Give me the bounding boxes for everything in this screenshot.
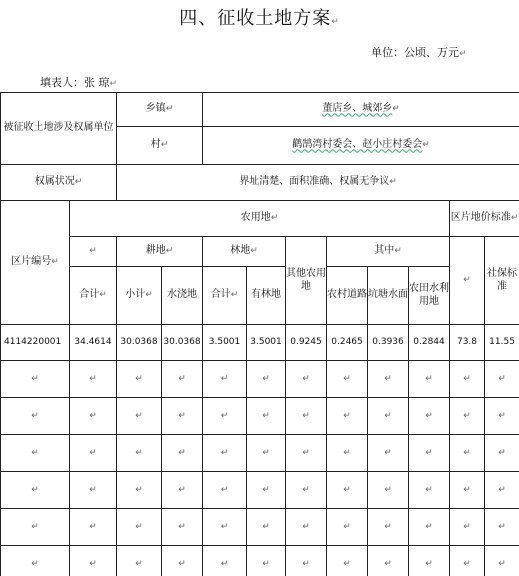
price-value: 73.8 xyxy=(456,336,478,347)
empty-cell xyxy=(247,398,286,435)
social-label: 社保标准 xyxy=(487,268,518,292)
empty-cell xyxy=(203,509,247,546)
paragraph-mark: ↵ xyxy=(498,410,506,421)
filler-name: 张 琼 xyxy=(84,76,110,89)
paragraph-mark: ↵ xyxy=(135,558,143,569)
paragraph-mark: ↵ xyxy=(425,447,433,458)
document-title xyxy=(0,4,519,30)
table-row xyxy=(1,237,519,267)
empty-cell xyxy=(1,509,70,546)
paragraph-mark: ↵ xyxy=(343,373,351,384)
rural-road-value: 0.2465 xyxy=(331,336,363,347)
filler-line xyxy=(40,74,117,90)
empty-cell xyxy=(1,435,70,472)
paragraph-mark: ↵ xyxy=(498,484,506,495)
paragraph-mark: ↵ xyxy=(178,410,186,421)
empty-rows xyxy=(1,361,519,576)
total-cell xyxy=(70,325,117,361)
total-label: 合计 xyxy=(79,289,100,301)
paragraph-mark: ↵ xyxy=(463,558,471,569)
empty-cell xyxy=(327,398,368,435)
empty-cell xyxy=(327,546,368,576)
empty-cell xyxy=(162,361,203,398)
rural-road-header xyxy=(327,267,368,325)
empty-cell xyxy=(409,398,450,435)
paragraph-mark: ↵ xyxy=(262,521,270,532)
empty-cell xyxy=(368,398,409,435)
forest-total-header xyxy=(203,267,247,325)
forest-header xyxy=(203,237,286,267)
paragraph-mark: ↵ xyxy=(135,521,143,532)
paragraph-mark: ↵ xyxy=(89,558,97,569)
social-cell xyxy=(485,325,519,361)
empty-cell xyxy=(409,509,450,546)
empty-cell xyxy=(409,435,450,472)
paragraph-mark: ↵ xyxy=(384,521,392,532)
paragraph-mark: ↵ xyxy=(463,484,471,495)
village-label-cell xyxy=(117,127,203,165)
paragraph-mark: ↵ xyxy=(302,410,310,421)
empty-cell xyxy=(247,509,286,546)
paragraph-mark: ↵ xyxy=(343,521,351,532)
status-label: 权属状况 xyxy=(34,176,75,188)
irrigated-value: 30.0368 xyxy=(163,336,201,347)
paragraph-mark: ↵ xyxy=(250,246,258,257)
total-header xyxy=(70,267,117,325)
town-value-cell xyxy=(203,93,519,127)
irrigated-cell xyxy=(162,325,203,361)
paragraph-mark: ↵ xyxy=(178,373,186,384)
empty-cell xyxy=(203,361,247,398)
empty-cell xyxy=(247,435,286,472)
title-text: 四、征收土地方案 xyxy=(179,8,332,29)
empty-cell xyxy=(286,398,327,435)
unit-label xyxy=(371,44,467,60)
total-value: 34.4614 xyxy=(74,336,112,347)
empty-cell xyxy=(286,472,327,509)
subtotal-cell xyxy=(117,325,162,361)
empty-cell xyxy=(70,546,117,576)
irrigation-label: 农田水利用地 xyxy=(409,283,450,307)
paragraph-mark: ↵ xyxy=(220,558,229,569)
paragraph-mark: ↵ xyxy=(343,447,351,458)
paragraph-mark: ↵ xyxy=(135,447,143,458)
paragraph-mark: ↵ xyxy=(389,177,397,188)
paragraph-mark: ↵ xyxy=(302,484,310,495)
paragraph-mark: ↵ xyxy=(89,447,97,458)
paragraph-mark: ↵ xyxy=(384,558,392,569)
other-farm-label: 其他农用地 xyxy=(286,268,327,292)
empty-cell xyxy=(327,435,368,472)
paragraph-mark: ↵ xyxy=(331,17,340,27)
unit-text: 单位：公顷、万元 xyxy=(371,46,459,59)
empty-cell xyxy=(247,546,286,576)
empty-cell xyxy=(70,472,117,509)
paragraph-mark: ↵ xyxy=(302,521,310,532)
paragraph-mark: ↵ xyxy=(165,104,174,115)
table-row xyxy=(1,325,519,361)
empty-cell xyxy=(117,509,162,546)
paragraph-mark: ↵ xyxy=(384,410,392,421)
rural-road-cell xyxy=(327,325,368,361)
timber-value: 3.5001 xyxy=(250,336,282,347)
other-farm-value: 0.9245 xyxy=(290,336,322,347)
price-std-label: 区片地价标准 xyxy=(450,212,511,224)
paragraph-mark: ↵ xyxy=(463,410,471,421)
empty-cell xyxy=(70,398,117,435)
empty-cell xyxy=(485,398,519,435)
empty-cell xyxy=(247,361,286,398)
land-plan-table xyxy=(0,92,519,576)
paragraph-mark: ↵ xyxy=(459,49,467,59)
table-row xyxy=(1,546,519,576)
town-label-cell xyxy=(117,93,203,127)
empty-cell xyxy=(162,472,203,509)
paragraph-mark: ↵ xyxy=(31,521,39,532)
empty-cell xyxy=(70,435,117,472)
empty-cell xyxy=(162,398,203,435)
social-value: 11.55 xyxy=(489,336,515,347)
paragraph-mark: ↵ xyxy=(89,410,97,421)
empty-cell xyxy=(70,361,117,398)
irrigation-header xyxy=(409,267,450,325)
table-row xyxy=(1,93,519,127)
empty-cell xyxy=(450,509,485,546)
paragraph-mark: ↵ xyxy=(463,521,471,532)
empty-cell xyxy=(286,546,327,576)
timber-header xyxy=(247,267,286,325)
town-value: 董店乡、城郊乡 xyxy=(322,103,393,115)
pond-header xyxy=(368,267,409,325)
empty-cell xyxy=(117,472,162,509)
empty-cell xyxy=(286,509,327,546)
status-value: 界址清楚、面积准确、权属无争议 xyxy=(239,176,390,188)
empty-cell xyxy=(117,398,162,435)
paragraph-mark: ↵ xyxy=(463,275,471,286)
table-row xyxy=(1,361,519,398)
cultivated-header xyxy=(117,237,203,267)
paragraph-mark: ↵ xyxy=(74,177,83,188)
paragraph-mark: ↵ xyxy=(262,410,270,421)
forest-total-cell xyxy=(203,325,247,361)
empty-cell xyxy=(409,361,450,398)
among-header xyxy=(327,237,450,267)
paragraph-mark: ↵ xyxy=(262,558,270,569)
empty-cell xyxy=(409,472,450,509)
empty-cell xyxy=(117,361,162,398)
rural-road-label: 农村道路 xyxy=(327,289,368,301)
paragraph-mark: ↵ xyxy=(498,521,506,532)
irrigation-value: 0.2844 xyxy=(413,336,445,347)
plot-no-header xyxy=(1,201,70,325)
table-row xyxy=(1,398,519,435)
paragraph-mark: ↵ xyxy=(463,373,471,384)
table-row xyxy=(1,165,519,201)
table-row xyxy=(1,472,519,509)
farmland-label: 农用地 xyxy=(240,212,271,224)
paragraph-mark: ↵ xyxy=(89,484,97,495)
paragraph-mark: ↵ xyxy=(262,373,270,384)
paragraph-mark: ↵ xyxy=(262,484,270,495)
farmland-header xyxy=(70,201,450,237)
paragraph-mark: ↵ xyxy=(178,484,186,495)
irrigated-label: 水浇地 xyxy=(167,289,197,301)
status-value-cell xyxy=(117,165,519,201)
empty-cell xyxy=(162,435,203,472)
filler-label: 填表人： xyxy=(40,76,84,89)
empty-cell xyxy=(117,435,162,472)
paragraph-mark: ↵ xyxy=(343,410,351,421)
paragraph-mark: ↵ xyxy=(31,484,39,495)
paragraph-mark: ↵ xyxy=(425,484,433,495)
paragraph-mark: ↵ xyxy=(498,558,506,569)
cultivated-label: 耕地 xyxy=(145,245,166,257)
empty-cell xyxy=(327,509,368,546)
empty-cell xyxy=(203,435,247,472)
empty-cell xyxy=(450,435,485,472)
timber-label: 有林地 xyxy=(251,289,282,301)
paragraph-mark: ↵ xyxy=(109,79,118,89)
paragraph-mark: ↵ xyxy=(31,410,39,421)
paragraph-mark: ↵ xyxy=(262,447,270,458)
empty-cell xyxy=(327,472,368,509)
pond-value: 0.3936 xyxy=(372,336,404,347)
paragraph-mark: ↵ xyxy=(160,140,169,151)
paragraph-mark: ↵ xyxy=(31,373,39,384)
paragraph-mark: ↵ xyxy=(422,140,430,151)
empty-cell xyxy=(485,472,519,509)
empty-cell xyxy=(1,546,70,576)
village-value: 鹳鹄湾村委会、赵小庄村委会 xyxy=(292,139,423,151)
subtotal-header xyxy=(117,267,162,325)
paragraph-mark: ↵ xyxy=(384,373,392,384)
paragraph-mark: ↵ xyxy=(220,484,229,495)
pond-cell xyxy=(368,325,409,361)
paragraph-mark: ↵ xyxy=(220,447,229,458)
paragraph-mark: ↵ xyxy=(220,521,229,532)
plot-no-cell xyxy=(1,325,70,361)
empty-cell xyxy=(368,361,409,398)
paragraph-mark: ↵ xyxy=(302,373,310,384)
empty-cell xyxy=(70,509,117,546)
timber-cell xyxy=(247,325,286,361)
empty-cell xyxy=(485,361,519,398)
empty-cell xyxy=(327,361,368,398)
paragraph-mark: ↵ xyxy=(302,447,310,458)
empty-cell xyxy=(162,509,203,546)
paragraph-mark: ↵ xyxy=(135,373,143,384)
town-label: 乡镇 xyxy=(145,103,166,115)
paragraph-mark: ↵ xyxy=(498,447,506,458)
paragraph-mark: ↵ xyxy=(99,290,107,301)
empty-cell xyxy=(368,546,409,576)
paragraph-mark: ↵ xyxy=(302,558,310,569)
empty-cell xyxy=(286,361,327,398)
price-cell-header xyxy=(450,237,485,325)
price-std-header xyxy=(450,201,519,237)
empty-cell xyxy=(203,472,247,509)
paragraph-mark: ↵ xyxy=(425,373,433,384)
paragraph-mark: ↵ xyxy=(463,447,471,458)
paragraph-mark: ↵ xyxy=(31,558,39,569)
owner-label: 被征收土地涉及权属单位 xyxy=(3,122,114,134)
social-header xyxy=(485,237,519,325)
paragraph-mark: ↵ xyxy=(392,104,400,115)
empty-cell xyxy=(450,361,485,398)
paragraph-mark: ↵ xyxy=(89,246,97,257)
paragraph-mark: ↵ xyxy=(425,410,433,421)
paragraph-mark: ↵ xyxy=(230,290,239,301)
paragraph-mark: ↵ xyxy=(343,484,351,495)
paragraph-mark: ↵ xyxy=(135,410,143,421)
plot-no-label: 区片编号 xyxy=(11,256,52,268)
other-farm-cell xyxy=(286,325,327,361)
forest-label: 林地 xyxy=(230,245,251,257)
empty-cell xyxy=(485,546,519,576)
paragraph-mark: ↵ xyxy=(220,410,229,421)
empty-cell xyxy=(485,509,519,546)
paragraph-mark: ↵ xyxy=(178,521,186,532)
empty-cell xyxy=(286,435,327,472)
paragraph-mark: ↵ xyxy=(145,290,153,301)
other-farm-header xyxy=(286,237,327,325)
plot-no-value: 4114220001 xyxy=(4,336,62,347)
table-row xyxy=(1,201,519,237)
irrigated-header xyxy=(162,267,203,325)
forest-total-value: 3.5001 xyxy=(208,336,241,347)
table-row xyxy=(1,509,519,546)
paragraph-mark: ↵ xyxy=(510,213,519,224)
status-label-cell xyxy=(1,165,117,201)
paragraph-mark: ↵ xyxy=(394,246,402,257)
paragraph-mark: ↵ xyxy=(165,246,174,257)
paragraph-mark: ↵ xyxy=(89,521,97,532)
paragraph-mark: ↵ xyxy=(384,484,392,495)
empty-cell xyxy=(450,546,485,576)
paragraph-mark: ↵ xyxy=(425,521,433,532)
empty-cell xyxy=(162,546,203,576)
subtotal-value: 30.0368 xyxy=(120,336,158,347)
paragraph-mark: ↵ xyxy=(220,373,229,384)
empty-cell xyxy=(1,361,70,398)
empty-cell xyxy=(1,472,70,509)
table-row xyxy=(1,267,519,295)
irrigation-cell xyxy=(409,325,450,361)
empty-cell xyxy=(247,472,286,509)
empty-cell xyxy=(450,398,485,435)
paragraph-mark: ↵ xyxy=(178,558,186,569)
empty-cell xyxy=(1,398,70,435)
paragraph-mark: ↵ xyxy=(270,213,279,224)
pond-label: 坑塘水面 xyxy=(368,289,409,301)
paragraph-mark: ↵ xyxy=(31,447,39,458)
village-value-cell xyxy=(203,127,519,165)
paragraph-mark: ↵ xyxy=(89,373,97,384)
among-label: 其中 xyxy=(374,245,395,257)
empty-cell xyxy=(203,398,247,435)
empty-cell xyxy=(450,472,485,509)
empty-cell xyxy=(203,546,247,576)
paragraph-mark: ↵ xyxy=(343,558,351,569)
paragraph-mark: ↵ xyxy=(384,447,392,458)
empty-cell xyxy=(117,546,162,576)
village-label: 村 xyxy=(150,139,161,151)
empty-cell xyxy=(485,435,519,472)
paragraph-mark: ↵ xyxy=(178,447,186,458)
forest-total-label: 合计 xyxy=(210,289,231,301)
empty-cell xyxy=(368,472,409,509)
owner-label-cell xyxy=(1,93,117,165)
empty-cell xyxy=(368,509,409,546)
empty-cell xyxy=(409,546,450,576)
paragraph-mark: ↵ xyxy=(425,558,433,569)
price-cell xyxy=(450,325,485,361)
empty-cell xyxy=(70,237,117,267)
subtotal-label: 小计 xyxy=(125,289,146,301)
empty-cell xyxy=(368,435,409,472)
paragraph-mark: ↵ xyxy=(135,484,143,495)
paragraph-mark: ↵ xyxy=(51,257,59,268)
paragraph-mark: ↵ xyxy=(498,373,506,384)
table-row xyxy=(1,435,519,472)
